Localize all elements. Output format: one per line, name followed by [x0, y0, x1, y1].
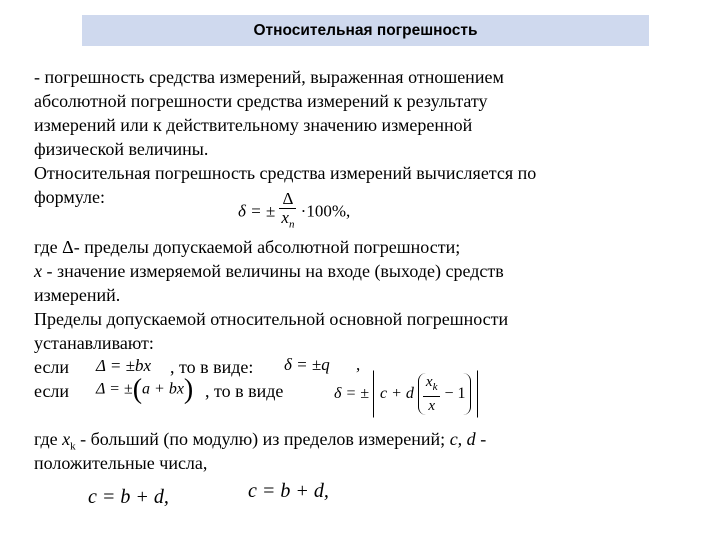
text-line-6: формуле: — [34, 187, 105, 207]
text-line-12-then: , то в виде: — [170, 357, 254, 377]
slide-title: Относительная погрешность — [253, 21, 478, 39]
formula-rel-binomial: δ = ± c + d $\frac{x_k}{x}$ − 1 — [334, 370, 478, 418]
main-formula-rhs: ·100%, — [300, 201, 351, 221]
formula-abs-binomial: Δ = ±(a + bx) — [96, 374, 194, 405]
formula-ratio: $\frac{x_k}{x}$ — [423, 373, 441, 415]
text-line-1: - погрешность средства измерений, выраженная отношением — [34, 67, 504, 87]
formula-bracket: c + d $\frac{x_k}{x}$ − 1 — [373, 370, 478, 418]
text-line-3: измерений или к действительному значению измеренной — [34, 115, 473, 135]
formula-rel-const: δ = ±q — [284, 355, 330, 374]
formula-c-right: c = b + d, — [248, 480, 329, 502]
text-line-11: устанавливают: — [34, 333, 154, 353]
formula-abs-parens: $\frac{x_k}{x}$ − 1 — [418, 373, 471, 415]
main-formula-denominator: $x_n$ — [281, 208, 295, 231]
text-line-7: где Δ- пределы допускаемой абсолютной погрешности; — [34, 237, 461, 257]
formula-c-left: c = b + d, — [88, 486, 169, 508]
text-line-5: Относительная погрешность средства измерений вычисляется по — [34, 163, 537, 183]
text-line-4: физической величины. — [34, 139, 209, 159]
main-formula-fraction — [279, 190, 296, 233]
main-formula-lhs: δ = ± — [238, 201, 276, 221]
main-formula-numerator: Δ — [279, 190, 296, 209]
formula-rel-const-comma: , — [356, 355, 361, 374]
main-formula — [238, 190, 350, 233]
text-line-13-then: , то в виде — [205, 381, 284, 401]
var-x: x — [34, 261, 42, 281]
text-line-9: измерений. — [34, 285, 121, 305]
text-line-10: Пределы допускаемой относительной основной погрешности — [34, 309, 509, 329]
text-line-14: где $x_k$ - больший (по модулю) из пределов измерений; c, d - — [34, 429, 487, 453]
text-line-15: положительные числа, — [34, 453, 208, 473]
text-line-2: абсолютной погрешности средства измерений к результату — [34, 91, 488, 111]
text-line-13-if: если — [34, 381, 70, 401]
formula-abs-linear: Δ = ±bx — [96, 356, 152, 375]
text-line-8: x - значение измеряемой величины на входе (выходе) средств — [34, 261, 504, 281]
text-line-12-if: если — [34, 357, 70, 377]
slide-title-bar — [82, 15, 649, 46]
